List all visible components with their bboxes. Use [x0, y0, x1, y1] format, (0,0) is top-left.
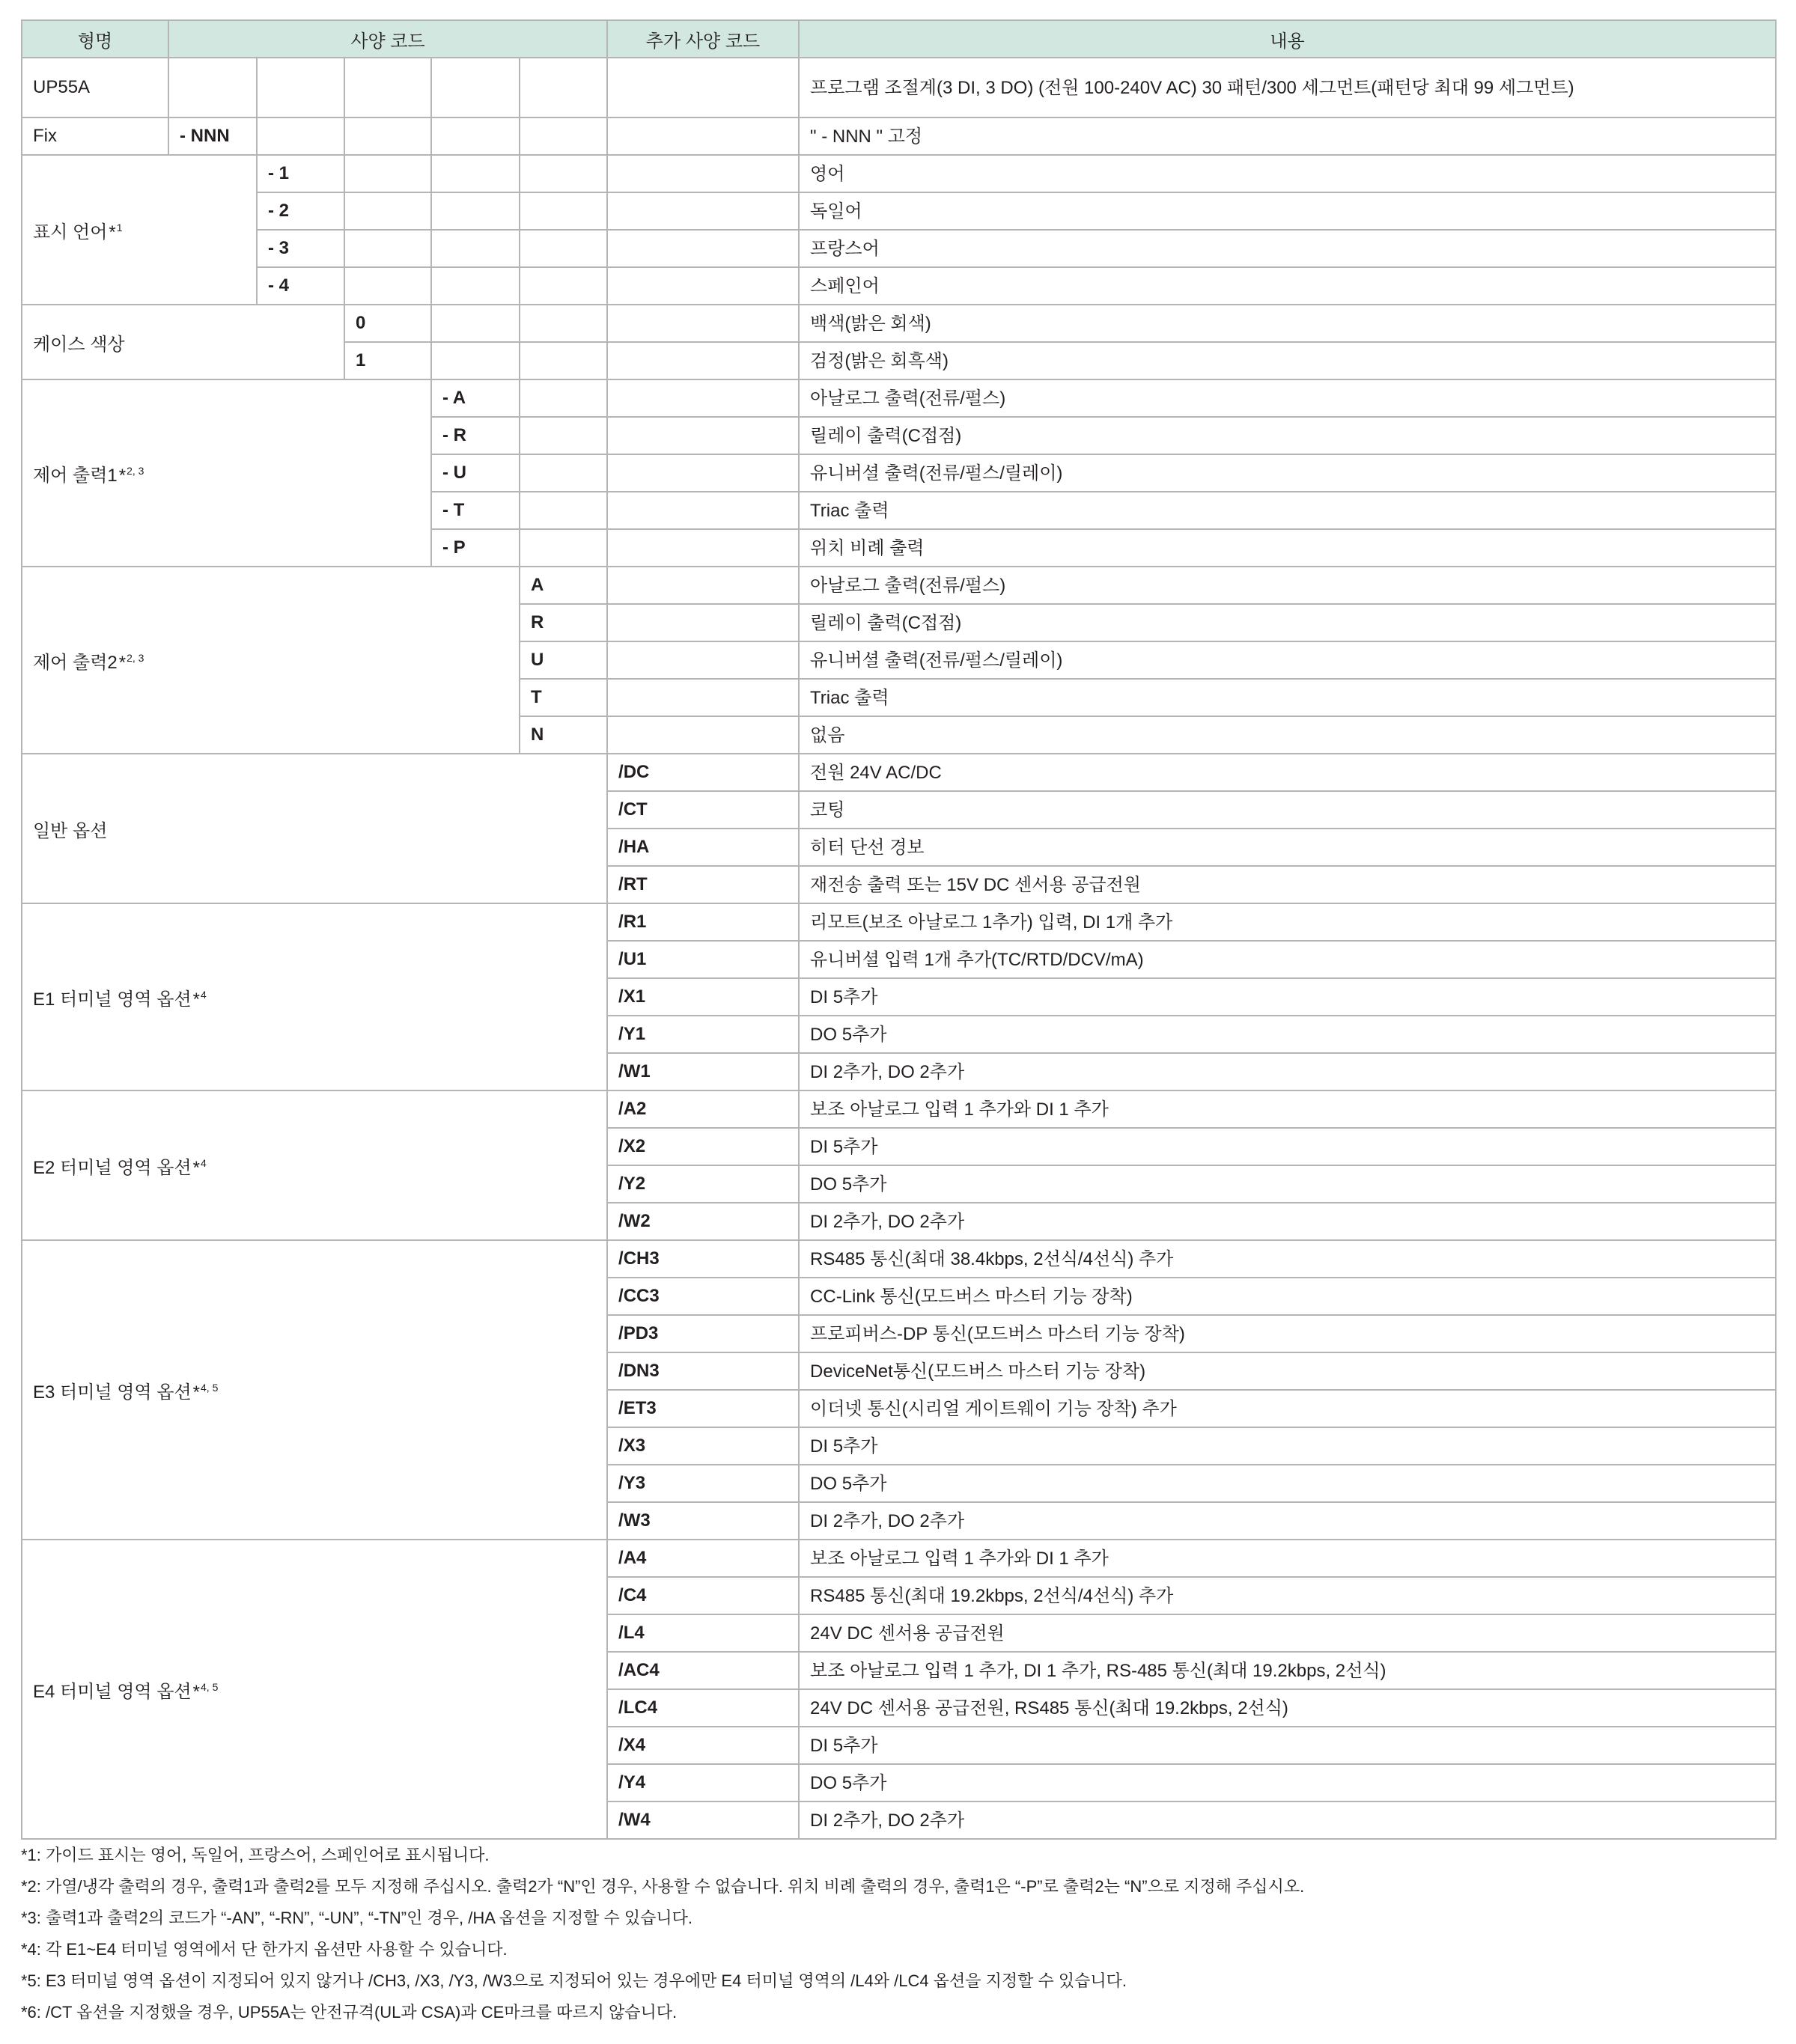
- spec-code: - A: [431, 379, 520, 417]
- empty-cell: [520, 454, 607, 492]
- footnotes: [21, 1840, 1775, 2028]
- description: 24V DC 센서용 공급전원, RS485 통신(최대 19.2kbps, 2선식): [799, 1689, 1776, 1727]
- description: DeviceNet통신(모드버스 마스터 기능 장착): [799, 1352, 1776, 1390]
- empty-cell: [607, 118, 799, 155]
- spec-code: - 3: [257, 230, 344, 267]
- empty-cell: [607, 567, 799, 604]
- spec-code: [168, 58, 257, 118]
- spec-code: A: [520, 567, 607, 604]
- table-row: [22, 267, 1776, 305]
- empty-cell: [607, 492, 799, 529]
- description: 아날로그 출력(전류/펄스): [799, 567, 1776, 604]
- description: 이더넷 통신(시리얼 게이트웨이 기능 장착) 추가: [799, 1390, 1776, 1427]
- table-row: [22, 230, 1776, 267]
- description: DO 5추가: [799, 1764, 1776, 1802]
- empty-cell: [344, 155, 431, 192]
- description: RS485 통신(최대 19.2kbps, 2선식/4선식) 추가: [799, 1577, 1776, 1614]
- group-label-cell: [22, 58, 168, 118]
- option-code: /R1: [607, 903, 799, 941]
- group-label-cell: [22, 379, 431, 567]
- footnote-5: *5: E3 터미널 영역 옵션이 지정되어 있지 않거나 /CH3, /X3, /Y3, /W3으로 지정되어 있는 경우에만 E4 터미널 영역의 /L4와 /LC4 옵션을 지정할 수 있습니다.: [21, 1971, 1127, 1990]
- footnote-ref: 4, 5: [201, 1381, 219, 1394]
- option-code: /Y1: [607, 1016, 799, 1053]
- empty-cell: [344, 58, 431, 118]
- option-code: /Y3: [607, 1465, 799, 1502]
- option-code: /Y2: [607, 1165, 799, 1203]
- description: 리모트(보조 아날로그 1추가) 입력, DI 1개 추가: [799, 903, 1776, 941]
- empty-cell: [607, 604, 799, 641]
- table-header: [22, 20, 1776, 58]
- table-row: [22, 118, 1776, 155]
- empty-cell: [431, 267, 520, 305]
- footnote-ref: 2, 3: [127, 651, 144, 664]
- empty-cell: [607, 58, 799, 118]
- spec-code: - U: [431, 454, 520, 492]
- description: DO 5추가: [799, 1165, 1776, 1203]
- description: 아날로그 출력(전류/펄스): [799, 379, 1776, 417]
- empty-cell: [520, 305, 607, 342]
- description: 보조 아날로그 입력 1 추가와 DI 1 추가: [799, 1540, 1776, 1577]
- empty-cell: [520, 58, 607, 118]
- group-label-cell: [22, 567, 520, 754]
- group-label-cell: [22, 155, 257, 305]
- header-spec-code: 사양 코드: [168, 20, 607, 58]
- description: 검정(밝은 회흑색): [799, 342, 1776, 379]
- empty-cell: [344, 230, 431, 267]
- table-row: [22, 1540, 1776, 1577]
- group-label: E2 터미널 영역 옵션: [33, 1157, 192, 1178]
- footnote-1: *1: 가이드 표시는 영어, 독일어, 프랑스어, 스페인어로 표시됩니다.: [21, 1846, 490, 1864]
- empty-cell: [520, 267, 607, 305]
- option-code: /X1: [607, 978, 799, 1016]
- group-label-cell: [22, 1540, 607, 1839]
- group-label: E1 터미널 영역 옵션: [33, 989, 192, 1010]
- spec-code: R: [520, 604, 607, 641]
- description: " - NNN " 고정: [799, 118, 1776, 155]
- spec-code: N: [520, 716, 607, 754]
- footnote-ref: 4: [201, 988, 207, 1001]
- option-code: /W2: [607, 1203, 799, 1240]
- empty-cell: [607, 641, 799, 679]
- option-code: /AC4: [607, 1652, 799, 1689]
- option-code: /HA: [607, 829, 799, 866]
- footnote-4: *4: 각 E1~E4 터미널 영역에서 단 한가지 옵션만 사용할 수 있습니다.: [21, 1940, 508, 1959]
- group-label-cell: [22, 305, 344, 379]
- table-row: [22, 567, 1776, 604]
- header-option-code: 추가 사양 코드: [607, 20, 799, 58]
- empty-cell: [431, 58, 520, 118]
- group-label: E4 터미널 영역 옵션: [33, 1681, 192, 1702]
- empty-cell: [344, 192, 431, 230]
- option-code: /ET3: [607, 1390, 799, 1427]
- description: Triac 출력: [799, 679, 1776, 716]
- description: 유니버셜 출력(전류/펄스/릴레이): [799, 641, 1776, 679]
- option-code: /CT: [607, 791, 799, 829]
- description: 백색(밝은 회색): [799, 305, 1776, 342]
- empty-cell: [607, 379, 799, 417]
- spec-code: - 4: [257, 267, 344, 305]
- empty-cell: [431, 305, 520, 342]
- description: DI 2추가, DO 2추가: [799, 1053, 1776, 1090]
- description: 유니버셜 입력 1개 추가(TC/RTD/DCV/mA): [799, 941, 1776, 978]
- spec-code: 0: [344, 305, 431, 342]
- group-label-cell: [22, 754, 607, 903]
- table-row: [22, 192, 1776, 230]
- table-row: [22, 754, 1776, 791]
- description: CC-Link 통신(모드버스 마스터 기능 장착): [799, 1278, 1776, 1315]
- group-label: 일반 옵션: [33, 820, 108, 841]
- option-code: /W4: [607, 1802, 799, 1839]
- group-label: 제어 출력1: [33, 465, 118, 486]
- header-row: [22, 20, 1776, 58]
- option-code: /PD3: [607, 1315, 799, 1352]
- option-code: /X4: [607, 1727, 799, 1764]
- footnote-mark: *: [118, 652, 127, 673]
- table-row: [22, 155, 1776, 192]
- empty-cell: [520, 529, 607, 567]
- option-code: /RT: [607, 866, 799, 903]
- footnote-6: *6: /CT 옵션을 지정했을 경우, UP55A는 안전규격(UL과 CSA)과 CE마크를 따르지 않습니다.: [21, 2003, 678, 2022]
- option-code: /X3: [607, 1427, 799, 1465]
- empty-cell: [520, 342, 607, 379]
- description: DI 2추가, DO 2추가: [799, 1502, 1776, 1540]
- footnote-mark: *: [192, 989, 200, 1010]
- description: 프로피버스-DP 통신(모드버스 마스터 기능 장착): [799, 1315, 1776, 1352]
- option-code: /Y4: [607, 1764, 799, 1802]
- spec-code: - 1: [257, 155, 344, 192]
- description: 프로그램 조절계(3 DI, 3 DO) (전원 100-240V AC) 30 패턴/300 세그먼트(패턴당 최대 99 세그먼트): [799, 58, 1776, 118]
- description: DI 5추가: [799, 1427, 1776, 1465]
- group-label: 케이스 색상: [33, 334, 125, 355]
- description: DO 5추가: [799, 1016, 1776, 1053]
- footnote-ref: 4, 5: [201, 1680, 219, 1693]
- empty-cell: [607, 417, 799, 454]
- description: DI 5추가: [799, 1727, 1776, 1764]
- empty-cell: [344, 118, 431, 155]
- spec-code: 1: [344, 342, 431, 379]
- description: RS485 통신(최대 38.4kbps, 2선식/4선식) 추가: [799, 1240, 1776, 1278]
- table-body: [22, 58, 1776, 1839]
- group-label: E3 터미널 영역 옵션: [33, 1382, 192, 1403]
- description: 유니버셜 출력(전류/펄스/릴레이): [799, 454, 1776, 492]
- group-label-cell: [22, 118, 168, 155]
- empty-cell: [520, 417, 607, 454]
- option-code: /LC4: [607, 1689, 799, 1727]
- description: 보조 아날로그 입력 1 추가, DI 1 추가, RS-485 통신(최대 19.2kbps, 2선식): [799, 1652, 1776, 1689]
- empty-cell: [520, 155, 607, 192]
- empty-cell: [607, 192, 799, 230]
- option-code: /CH3: [607, 1240, 799, 1278]
- footnote-mark: *: [109, 222, 116, 242]
- description: DI 2추가, DO 2추가: [799, 1802, 1776, 1839]
- spec-code: - NNN: [168, 118, 257, 155]
- description: DI 2추가, DO 2추가: [799, 1203, 1776, 1240]
- spec-code: T: [520, 679, 607, 716]
- option-code: /DN3: [607, 1352, 799, 1390]
- table-row: [22, 379, 1776, 417]
- description: 없음: [799, 716, 1776, 754]
- description: 전원 24V AC/DC: [799, 754, 1776, 791]
- description: 히터 단선 경보: [799, 829, 1776, 866]
- group-label-cell: [22, 903, 607, 1090]
- spec-code: - T: [431, 492, 520, 529]
- option-code: /U1: [607, 941, 799, 978]
- description: DI 5추가: [799, 1128, 1776, 1165]
- table-row: [22, 1090, 1776, 1128]
- description: 릴레이 출력(C접점): [799, 604, 1776, 641]
- description: Triac 출력: [799, 492, 1776, 529]
- footnote-ref: 4: [201, 1156, 207, 1169]
- description: 스페인어: [799, 267, 1776, 305]
- description: 프랑스어: [799, 230, 1776, 267]
- empty-cell: [520, 118, 607, 155]
- empty-cell: [607, 716, 799, 754]
- empty-cell: [607, 305, 799, 342]
- header-model: 형명: [22, 20, 168, 58]
- option-code: /A4: [607, 1540, 799, 1577]
- spec-code: - P: [431, 529, 520, 567]
- table-row: [22, 1240, 1776, 1278]
- option-code: /DC: [607, 754, 799, 791]
- group-label: UP55A: [33, 77, 91, 97]
- model-code-table: [21, 19, 1777, 1840]
- description: 독일어: [799, 192, 1776, 230]
- spec-code: - R: [431, 417, 520, 454]
- table-row: [22, 903, 1776, 941]
- footnote-ref: 1: [116, 221, 123, 234]
- footnote-3: *3: 출력1과 출력2의 코드가 “-AN”, “-RN”, “-UN”, “-TN”인 경우, /HA 옵션을 지정할 수 있습니다.: [21, 1909, 693, 1927]
- footnote-mark: *: [192, 1382, 200, 1403]
- empty-cell: [520, 192, 607, 230]
- spec-code: U: [520, 641, 607, 679]
- option-code: /C4: [607, 1577, 799, 1614]
- option-code: /A2: [607, 1090, 799, 1128]
- description: 위치 비례 출력: [799, 529, 1776, 567]
- footnote-mark: *: [118, 465, 127, 486]
- description: 영어: [799, 155, 1776, 192]
- description: DO 5추가: [799, 1465, 1776, 1502]
- empty-cell: [257, 58, 344, 118]
- empty-cell: [344, 267, 431, 305]
- empty-cell: [607, 342, 799, 379]
- empty-cell: [607, 155, 799, 192]
- description: 보조 아날로그 입력 1 추가와 DI 1 추가: [799, 1090, 1776, 1128]
- empty-cell: [607, 529, 799, 567]
- group-label: 제어 출력2: [33, 652, 118, 673]
- empty-cell: [520, 492, 607, 529]
- header-description: 내용: [799, 20, 1776, 58]
- empty-cell: [257, 118, 344, 155]
- option-code: /W3: [607, 1502, 799, 1540]
- description: 24V DC 센서용 공급전원: [799, 1614, 1776, 1652]
- option-code: /W1: [607, 1053, 799, 1090]
- description: DI 5추가: [799, 978, 1776, 1016]
- option-code: /X2: [607, 1128, 799, 1165]
- empty-cell: [431, 155, 520, 192]
- description: 릴레이 출력(C접점): [799, 417, 1776, 454]
- group-label-cell: [22, 1090, 607, 1240]
- empty-cell: [520, 379, 607, 417]
- option-code: /CC3: [607, 1278, 799, 1315]
- spec-code: - 2: [257, 192, 344, 230]
- group-label: Fix: [33, 126, 57, 146]
- empty-cell: [607, 679, 799, 716]
- document-page: [21, 19, 1775, 2028]
- footnote-mark: *: [192, 1681, 200, 1702]
- description: 코팅: [799, 791, 1776, 829]
- empty-cell: [431, 192, 520, 230]
- empty-cell: [607, 454, 799, 492]
- footnote-mark: *: [192, 1157, 200, 1178]
- footnote-2: *2: 가열/냉각 출력의 경우, 출력1과 출력2를 모두 지정해 주십시오. 출력2가 “N”인 경우, 사용할 수 없습니다. 위치 비례 출력의 경우, 출력1은 “-P”로 출력2는 “N”으로 지정해 주십시오.: [21, 1877, 1305, 1896]
- footnote-ref: 2, 3: [127, 464, 144, 477]
- group-label-cell: [22, 1240, 607, 1540]
- table-row: [22, 305, 1776, 342]
- group-label: 표시 언어: [33, 222, 108, 242]
- table-row: [22, 58, 1776, 118]
- empty-cell: [431, 118, 520, 155]
- empty-cell: [607, 230, 799, 267]
- option-code: /L4: [607, 1614, 799, 1652]
- empty-cell: [607, 267, 799, 305]
- empty-cell: [520, 230, 607, 267]
- description: 재전송 출력 또는 15V DC 센서용 공급전원: [799, 866, 1776, 903]
- empty-cell: [431, 342, 520, 379]
- empty-cell: [431, 230, 520, 267]
